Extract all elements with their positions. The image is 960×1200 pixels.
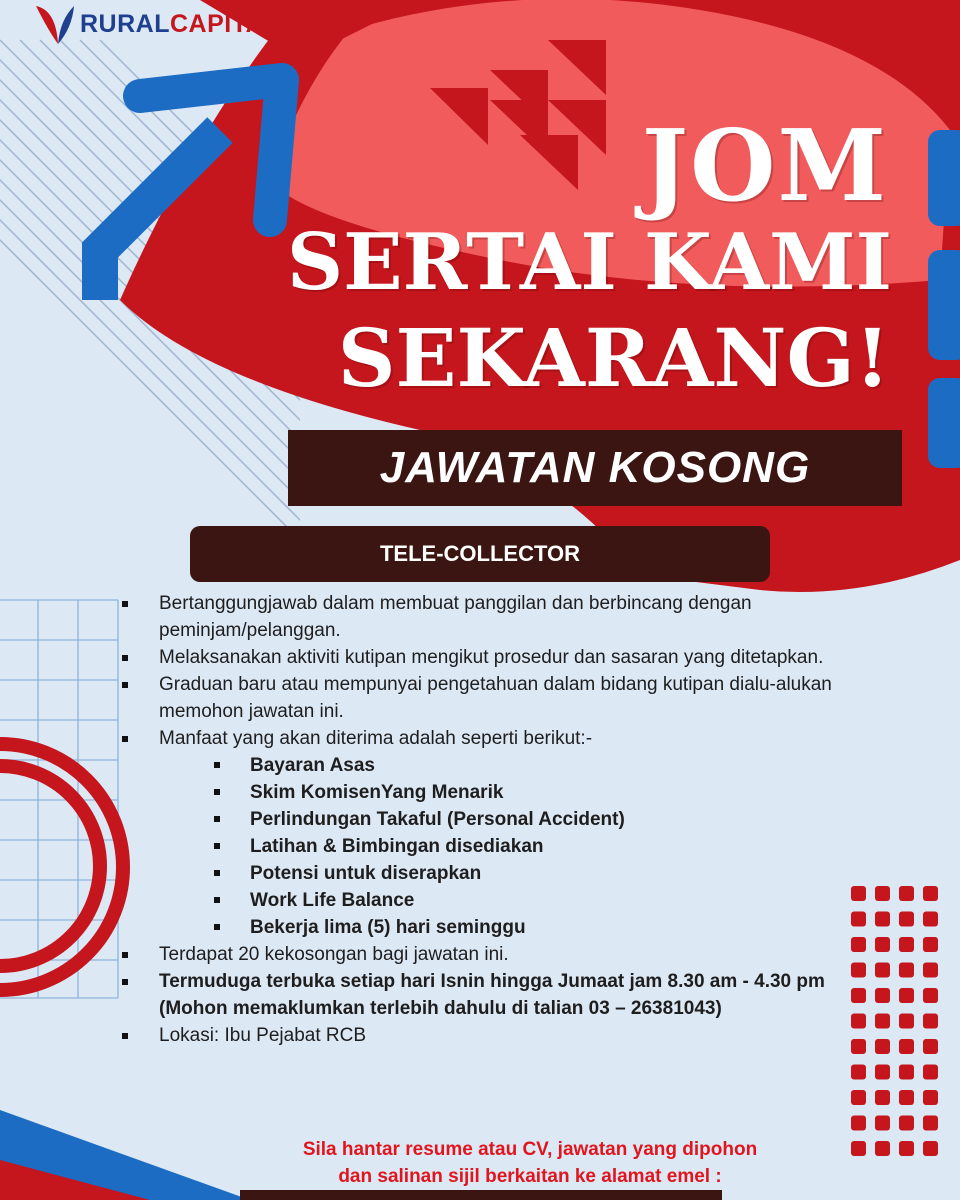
benefit-text: Potensi untuk diserapkan [250, 863, 482, 884]
dot-decoration [851, 1090, 866, 1105]
benefit-text: Bekerja lima (5) hari seminggu [250, 917, 526, 938]
bullet-icon [214, 762, 220, 768]
email-bar [240, 1190, 722, 1200]
dot-decoration [923, 988, 938, 1003]
list-item [122, 590, 842, 644]
benefit-text: Skim KomisenYang Menarik [250, 782, 504, 803]
item-text: Terdapat 20 kekosongan bagi jawatan ini. [159, 944, 509, 965]
dot-decoration [851, 988, 866, 1003]
bullet-icon [122, 952, 128, 958]
dot-decoration [923, 1090, 938, 1105]
benefit-item [214, 860, 842, 887]
benefit-item [214, 887, 842, 914]
item-text: Termuduga terbuka setiap hari Isnin hingga Jumaat jam 8.30 am - 4.30 pm (Mohon memaklumkan terlebih dahulu di talian 03 – 26381043) [159, 971, 825, 1019]
position-title-box [190, 526, 770, 582]
vacancy-banner-text: JAWATAN KOSONG [379, 443, 811, 492]
dot-decoration [875, 963, 890, 978]
red-ring-circle [0, 766, 100, 966]
brand-logo [28, 0, 280, 48]
job-details [122, 590, 842, 1049]
list-item [122, 725, 842, 752]
item-text: Bertanggungjawab dalam membuat panggilan dan berbincang dengan peminjam/pelanggan. [159, 593, 752, 641]
benefit-text: Bayaran Asas [250, 755, 375, 776]
headline-line1: JOM [641, 109, 888, 224]
bullet-icon [214, 816, 220, 822]
bullet-icon [214, 870, 220, 876]
dot-decoration [851, 912, 866, 927]
benefit-item [214, 752, 842, 779]
dot-decoration [875, 886, 890, 901]
dot-decoration [923, 1014, 938, 1029]
item-text: Graduan baru atau mempunyai pengetahuan dalam bidang kutipan dialu-alukan memohon jawatan ini. [159, 674, 832, 722]
dot-decoration [875, 1014, 890, 1029]
dot-decoration [899, 1116, 914, 1131]
benefit-text: Perlindungan Takaful (Personal Accident) [250, 809, 625, 830]
vacancy-banner [288, 430, 902, 506]
headline-line3: SEKARANG! [337, 311, 890, 405]
dot-decoration [875, 912, 890, 927]
bullet-icon [122, 979, 128, 985]
dot-decoration [923, 1065, 938, 1080]
dot-decoration [851, 1141, 866, 1156]
dot-decoration [875, 1065, 890, 1080]
item-text: Manfaat yang akan diterima adalah seperti berikut:- [159, 728, 593, 749]
application-note-line1: Sila hantar resume atau CV, jawatan yang dipohon [302, 1139, 758, 1160]
dot-decoration [923, 886, 938, 901]
dot-decoration [851, 886, 866, 901]
dot-decoration [851, 963, 866, 978]
headline-line2: SERTAI KAMI [286, 217, 892, 308]
bullet-icon [214, 897, 220, 903]
leaf-logo-icon [28, 0, 76, 48]
bullet-icon [214, 924, 220, 930]
dot-decoration [875, 1116, 890, 1131]
bullet-icon [122, 1033, 128, 1039]
dot-decoration [899, 988, 914, 1003]
position-title: TELE-COLLECTOR [379, 541, 581, 566]
dot-decoration [923, 1116, 938, 1131]
dot-decoration [899, 937, 914, 952]
benefit-item [214, 779, 842, 806]
dot-decoration [875, 1090, 890, 1105]
brand-name [80, 10, 280, 39]
bullet-icon [122, 655, 128, 661]
dot-decoration [899, 1141, 914, 1156]
benefit-text: Latihan & Bimbingan disediakan [250, 836, 544, 857]
application-note [240, 1136, 820, 1190]
dot-decoration [875, 988, 890, 1003]
bullet-icon [122, 736, 128, 742]
brand-name-part1: RURAL [80, 9, 170, 38]
item-text: Melaksanakan aktiviti kutipan mengikut prosedur dan sasaran yang ditetapkan. [159, 647, 824, 668]
bullet-icon [214, 789, 220, 795]
dot-decoration [875, 1141, 890, 1156]
bullet-icon [122, 601, 128, 607]
list-item [122, 644, 842, 671]
bullet-icon [122, 682, 128, 688]
list-item [122, 941, 842, 968]
dot-decoration [923, 912, 938, 927]
dot-decoration [923, 937, 938, 952]
dot-decoration [875, 1039, 890, 1054]
dot-decoration [899, 963, 914, 978]
benefit-item [214, 806, 842, 833]
dot-decoration [899, 1065, 914, 1080]
benefits-list [122, 752, 842, 941]
bullet-icon [214, 843, 220, 849]
application-note-line2: dan salinan sijil berkaitan ke alamat emel : [338, 1166, 722, 1187]
benefit-item [214, 914, 842, 941]
dot-decoration [899, 1090, 914, 1105]
list-item [122, 1022, 842, 1049]
dot-decoration [851, 1039, 866, 1054]
dot-decoration [923, 1141, 938, 1156]
list-item [122, 671, 842, 725]
brand-name-part2: CAPITAL [170, 9, 280, 38]
dot-decoration [899, 886, 914, 901]
benefit-item [214, 833, 842, 860]
dot-decoration [899, 912, 914, 927]
dot-decoration [923, 1039, 938, 1054]
item-text: Lokasi: Ibu Pejabat RCB [159, 1025, 367, 1046]
dot-decoration [899, 1014, 914, 1029]
list-item [122, 968, 842, 1022]
dot-decoration [851, 1065, 866, 1080]
benefit-text: Work Life Balance [250, 890, 415, 911]
dot-decoration [851, 1014, 866, 1029]
dot-decoration [923, 963, 938, 978]
dot-decoration [851, 1116, 866, 1131]
dot-grid-decoration [851, 886, 938, 1156]
dot-decoration [851, 937, 866, 952]
dot-decoration [899, 1039, 914, 1054]
dot-decoration [875, 937, 890, 952]
blue-blocks-decoration [928, 130, 960, 468]
